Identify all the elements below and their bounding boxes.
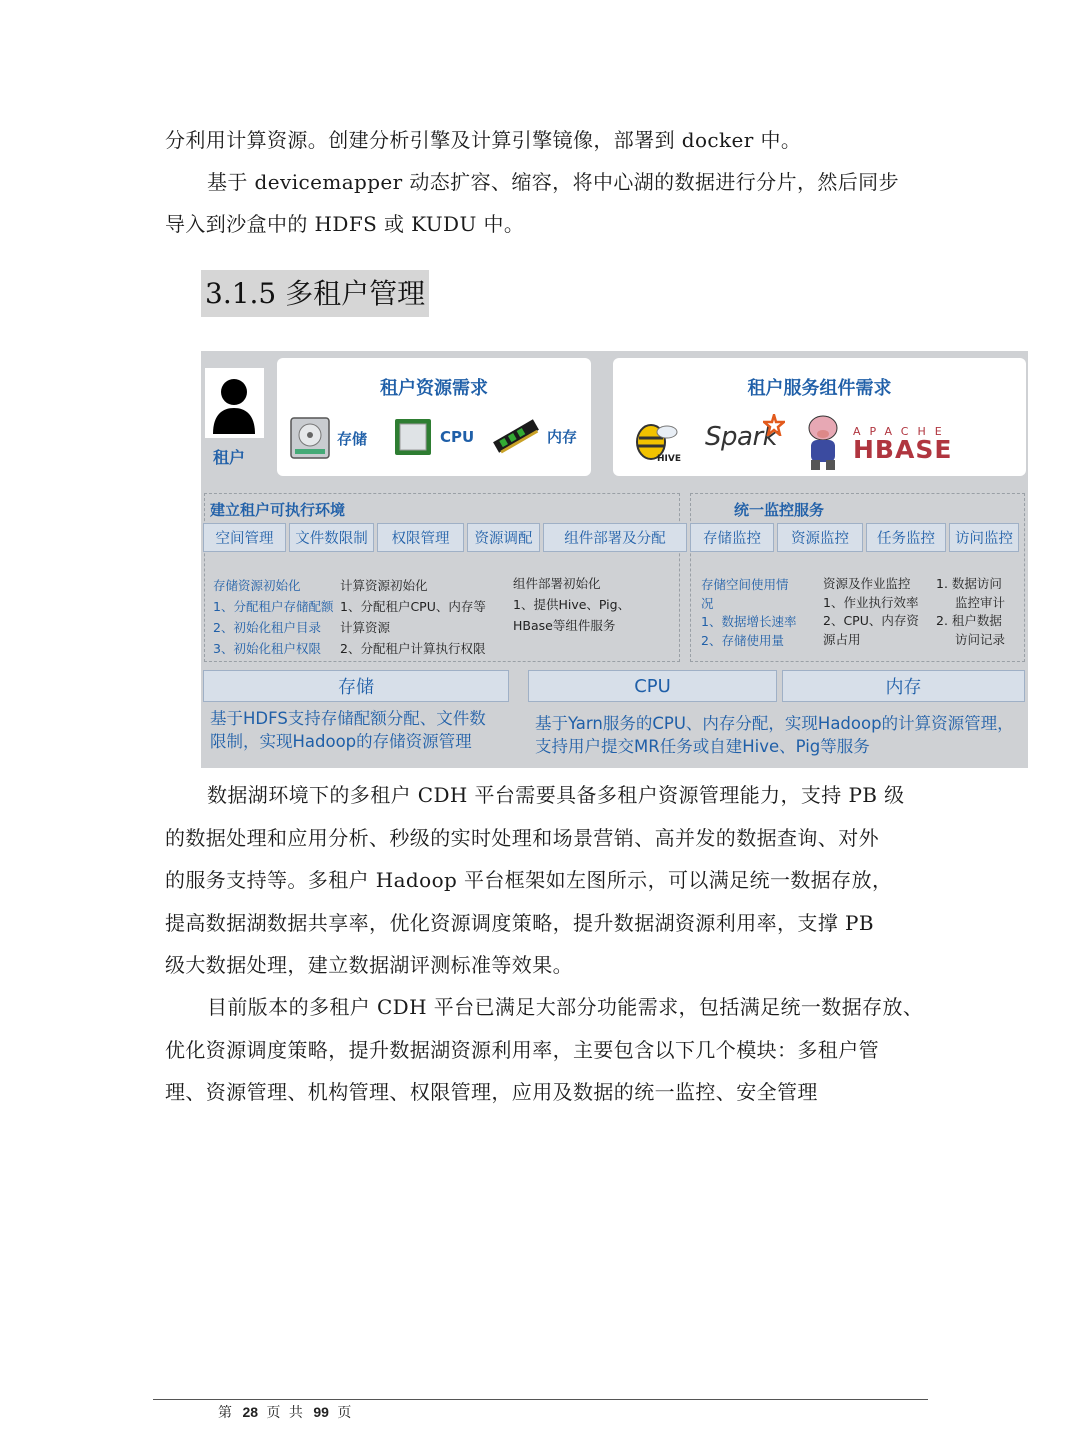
component-init-list: [513, 573, 630, 636]
tab-permission-management: 权限管理: [377, 523, 464, 552]
spark-text: Spark: [705, 422, 778, 452]
card-title: 租户资源需求: [380, 378, 488, 399]
tab-storage-monitoring: 存储监控: [690, 523, 774, 552]
description-line: 基于Yarn服务的CPU、内存分配，实现Hadoop的计算资源管理，: [535, 714, 1014, 733]
item-label: 存储: [337, 429, 368, 448]
list-item: 源占用: [823, 631, 861, 647]
list-item: 2、初始化租户目录: [213, 620, 321, 635]
list-item: 1、数据增长速率: [701, 614, 797, 629]
footer-suffix: 页: [337, 1405, 354, 1421]
list-item: 访问记录: [955, 631, 1006, 647]
cpu-item: [392, 416, 474, 458]
footer-prefix: 第: [218, 1405, 234, 1421]
cpu-chip-icon: [392, 416, 434, 458]
paragraph-line: 优化资源调度策略，提升数据湖资源利用率，主要包含以下几个模块：多租户管: [165, 1038, 879, 1062]
monitoring-tabs: [690, 523, 1019, 552]
list-item: 监控审计: [955, 594, 1006, 610]
tab-component-deployment: 组件部署及分配: [543, 523, 687, 552]
paragraph-line: 分利用计算资源。创建分析引擎及计算引擎镜像，部署到 docker 中。: [165, 128, 802, 152]
list-item: 1. 数据访问: [936, 576, 1002, 591]
hadoop-pig-mascot: [801, 412, 845, 476]
list-item: HBase等组件服务: [513, 618, 616, 633]
paragraph-line: 基于 devicemapper 动态扩容、缩容，将中心湖的数据进行分片，然后同步: [207, 170, 899, 194]
spark-logo: [705, 422, 777, 452]
storage-monitor-list: [701, 576, 796, 650]
section-title: 建立租户可执行环境: [210, 501, 346, 519]
item-label: CPU: [440, 428, 475, 446]
paragraph-line: 目前版本的多租户 CDH 平台已满足大部分功能需求，包括满足统一数据存放、: [207, 995, 924, 1019]
list-item: 2、存储使用量: [701, 632, 784, 648]
list-item: 1、作业执行效率: [823, 594, 919, 610]
paragraph-line: 提高数据湖数据共享率，优化资源调度策略，提升数据湖资源利用率，支撑 PB: [165, 911, 874, 935]
paragraph-line: 的服务支持等。多租户 Hadoop 平台框架如左图所示，可以满足统一数据存放，: [165, 868, 893, 892]
list-item: 存储空间使用情: [701, 577, 789, 592]
tab-task-monitoring: 任务监控: [866, 523, 946, 552]
list-item: 3、初始化租户权限: [213, 641, 321, 656]
list-item: 2、CPU、内存资: [823, 613, 919, 628]
service-needs-card: [613, 358, 1026, 476]
storage-init-list: [213, 575, 333, 659]
compute-init-list: [340, 575, 486, 659]
footer-middle: 页 共: [266, 1405, 305, 1421]
memory-band: 内存: [782, 670, 1025, 702]
resource-monitor-list: [823, 575, 919, 649]
tab-resource-allocation: 资源调配: [467, 523, 540, 552]
paragraph-line: 级大数据处理，建立数据湖评测标准等效果。: [165, 953, 573, 977]
list-item: 1、分配租户CPU、内存等: [340, 599, 486, 614]
list-item: 况: [701, 595, 714, 611]
environment-tabs: [203, 523, 687, 552]
access-monitor-list: [936, 575, 1005, 649]
item-label: 内存: [547, 427, 578, 446]
tab-resource-monitoring: 资源监控: [777, 523, 863, 552]
tenant-avatar: [205, 368, 264, 438]
tab-access-monitoring: 访问监控: [949, 523, 1019, 552]
storage-band: 存储: [203, 670, 509, 702]
hive-text: HIVE: [657, 454, 681, 464]
memory-item: [491, 416, 577, 456]
ram-module-icon: [491, 416, 541, 456]
paragraph-line: 数据湖环境下的多租户 CDH 平台需要具备多租户资源管理能力，支持 PB 级: [207, 783, 905, 807]
apache-text: APACHE: [853, 425, 951, 438]
hbase-text: HBASE: [853, 435, 953, 464]
multi-tenant-diagram: [201, 351, 1028, 768]
total-pages: 99: [313, 1404, 329, 1420]
resource-needs-card: [277, 358, 591, 476]
page-footer: [218, 1402, 353, 1422]
section-heading: 3.1.5 多租户管理: [201, 270, 429, 317]
section-title: 统一监控服务: [734, 501, 825, 519]
list-item: 组件部署初始化: [513, 576, 601, 591]
list-item: 1、分配租户存储配额: [213, 599, 334, 614]
card-title: 租户服务组件需求: [747, 378, 892, 399]
list-item: 计算资源初始化: [340, 578, 428, 593]
hard-drive-icon: [289, 416, 331, 460]
cpu-band: CPU: [528, 670, 777, 702]
tab-space-management: 空间管理: [203, 523, 286, 552]
footer-divider: [153, 1399, 928, 1400]
description-line: 支持用户提交MR任务或自建Hive、Pig等服务: [535, 737, 870, 756]
hive-logo: [629, 418, 681, 468]
tab-file-count-limit: 文件数限制: [289, 523, 374, 552]
list-item: 存储资源初始化: [213, 578, 301, 593]
tenant-label: 租户: [213, 448, 246, 467]
description-line: 限制，实现Hadoop的存储资源管理: [210, 732, 472, 751]
paragraph-line: 理、资源管理、机构管理、权限管理，应用及数据的统一监控、安全管理: [165, 1080, 818, 1104]
list-item: 计算资源: [340, 620, 391, 635]
list-item: 2、分配租户计算执行权限: [340, 641, 486, 656]
spark-star-icon: [763, 414, 785, 436]
user-icon: [205, 368, 264, 438]
paragraph-line: 的数据处理和应用分析、秒级的实时处理和场景营销、高并发的数据查询、对外: [165, 826, 879, 850]
list-item: 资源及作业监控: [823, 576, 911, 591]
paragraph-line: 导入到沙盒中的 HDFS 或 KUDU 中。: [165, 212, 525, 236]
pig-icon: [801, 412, 845, 472]
page-number: 28: [242, 1404, 259, 1420]
hbase-logo: [853, 426, 952, 463]
description-line: 基于HDFS支持存储配额分配、文件数: [210, 709, 486, 728]
storage-item: [289, 416, 367, 460]
compute-description: [535, 712, 1014, 758]
storage-description: [210, 707, 486, 753]
list-item: 1、提供Hive、Pig、: [513, 597, 631, 612]
list-item: 2. 租户数据: [936, 613, 1002, 628]
